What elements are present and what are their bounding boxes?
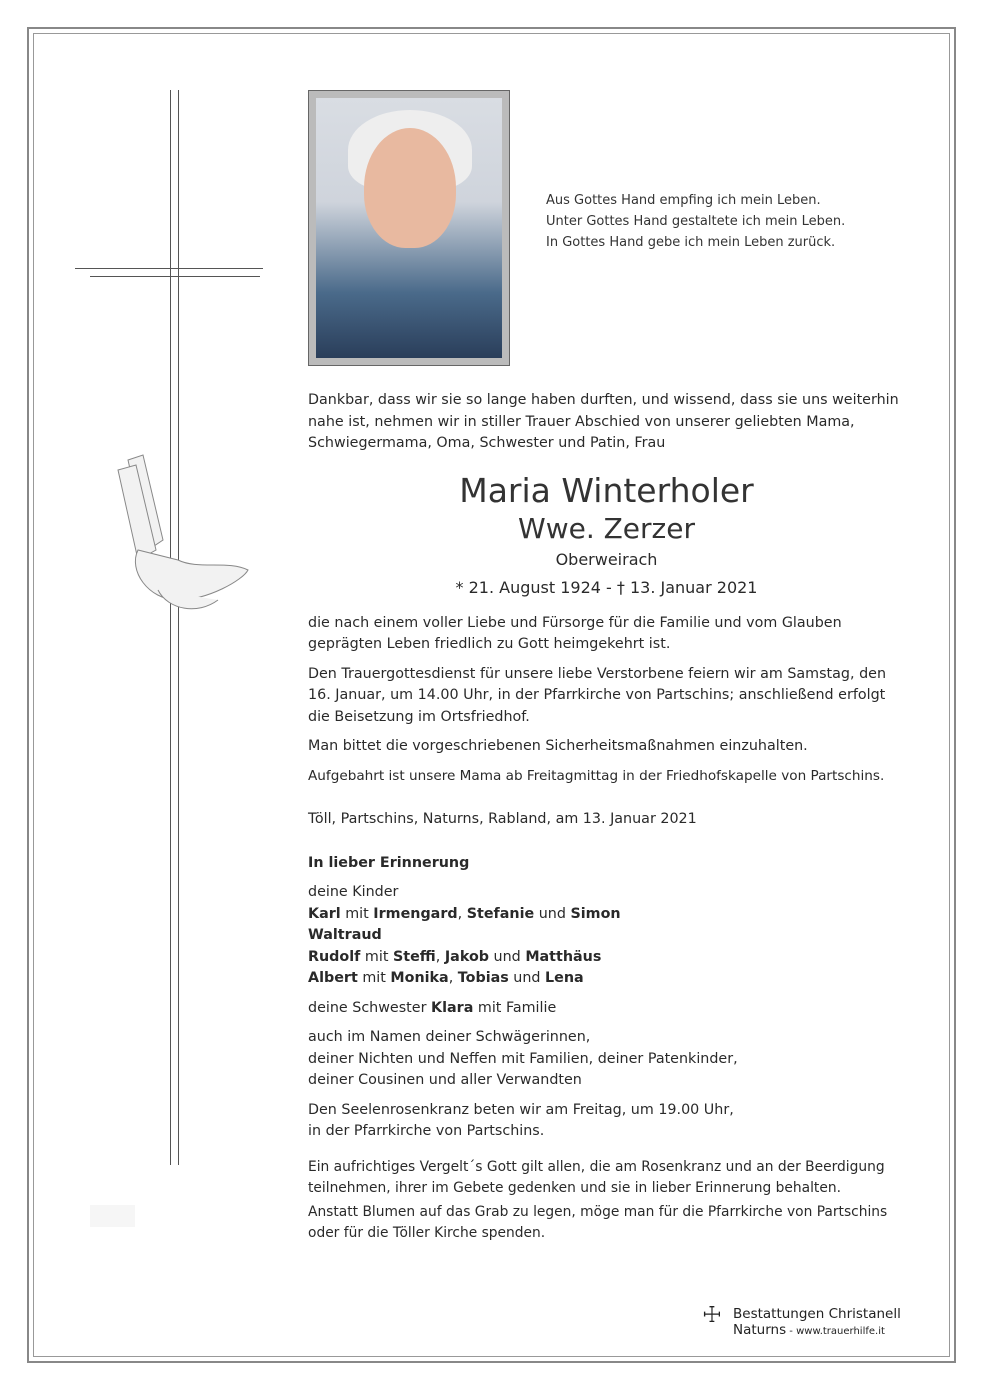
text-homecoming: die nach einem voller Liebe und Fürsorge für die Familie und vom Glauben geprägten Leben friedlich zu Gott heimgekehrt ist. [308,614,842,652]
quote [546,190,845,253]
family-name: Rudolf [308,948,361,965]
family-line [308,904,905,926]
family-line [308,947,905,969]
family-name: Albert [308,970,358,986]
memory-heading: In lieber Erinnerung [308,854,470,871]
family-line [308,968,905,990]
family-name: Irmengard [373,905,458,922]
family-text: , [435,948,445,965]
family-name: Simon [570,905,621,922]
text-place-date: Töll, Partschins, Naturns, Rabland, am 13. Januar 2021 [308,811,697,827]
text-safety: Man bittet die vorgeschriebenen Sicherheitsmaßnahmen einzuhalten. [308,738,808,754]
sister-line [308,998,905,1020]
quote-line: Unter Gottes Hand gestaltete ich mein Leben. [546,214,846,229]
relatives-line: deiner Nichten und Neffen mit Familien, deiner Patenkinder, [308,1050,738,1067]
funeral-home-logo [702,1303,901,1340]
family-name: Steffi [392,948,436,965]
family-text: , [448,970,458,986]
family-text: mit Familie [473,999,557,1016]
family-name: Stefanie [466,905,535,922]
blank-patch [90,1205,135,1227]
praying-hands-icon [108,450,250,618]
text-flowers: Anstatt Blumen auf das Grab zu legen, möge man für die Pfarrkirche von Partschins oder für die Töller Kirche spenden. [308,1203,888,1241]
rosary-line: in der Pfarrkirche von Partschins. [308,1123,545,1139]
quote-line: Aus Gottes Hand empfing ich mein Leben. [546,193,821,208]
relatives [308,1027,905,1092]
company-website: - www.trauerhilfe.it [786,1326,885,1337]
cross-logo-icon: ☩ [702,1303,722,1328]
family-text: mit [360,948,393,965]
intro-text: Dankbar, dass wir sie so lange haben durften, und wissend, dass sie uns weiterhin nahe ist, nehmen wir in stiller Trauer Abschied von unserer geliebten Mama, Schwiegermama, Oma, Schwester und Patin, Frau [308,392,899,451]
children-label: deine Kinder [308,884,399,900]
notice-body [308,390,905,1253]
family-text: und [508,970,546,986]
family-text: , [457,905,467,922]
family-name: Lena [545,970,584,986]
text-laying-out: Aufgebahrt ist unsere Mama ab Freitagmittag in der Friedhofskapelle von Partschins. [308,767,885,784]
portrait-photo [308,90,510,366]
family-name: Jakob [444,948,490,965]
life-dates: * 21. August 1924 - † 13. Januar 2021 [455,577,758,597]
rosary-line: Den Seelenrosenkranz beten wir am Freitag, um 19.00 Uhr, [308,1101,734,1118]
rosary [308,1100,905,1143]
family-text: und [489,948,526,965]
text-thanks: Ein aufrichtiges Vergelt´s Gott gilt allen, die am Rosenkranz und an der Beerdigung teilnehmen, ihrer im Gebete gedenken und sie in lieber Erinnerung behalten. [308,1158,885,1196]
family-text: mit [357,970,391,986]
family-name: Monika [390,970,449,986]
family-name: Klara [431,999,474,1016]
deceased-name: Maria Winterholer [459,470,754,510]
family-name: Karl [308,905,341,922]
company-town: Naturns [733,1322,787,1338]
relatives-line: auch im Namen deiner Schwägerinnen, [308,1029,591,1045]
family-list [308,904,905,990]
family-text: deine Schwester [308,999,432,1016]
family-text: mit [340,905,374,922]
family-name: Matthäus [525,948,602,965]
relatives-line: deiner Cousinen und aller Verwandten [308,1072,582,1088]
family-name: Waltraud [308,927,382,943]
family-name: Tobias [457,970,509,986]
quote-line: In Gottes Hand gebe ich mein Leben zurück. [546,235,836,250]
family-text: und [534,905,571,922]
family-line [308,925,905,947]
hometown: Oberweirach [555,549,658,569]
widow-name: Wwe. Zerzer [518,511,695,545]
company-name: Bestattungen Christanell [733,1306,901,1322]
text-funeral: Den Trauergottesdienst für unsere liebe Verstorbene feiern wir am Samstag, den 16. Januar, um 14.00 Uhr, in der Pfarrkirche von Partschins; anschließend erfolgt die Beisetzung im Ortsfriedhof. [308,665,887,725]
